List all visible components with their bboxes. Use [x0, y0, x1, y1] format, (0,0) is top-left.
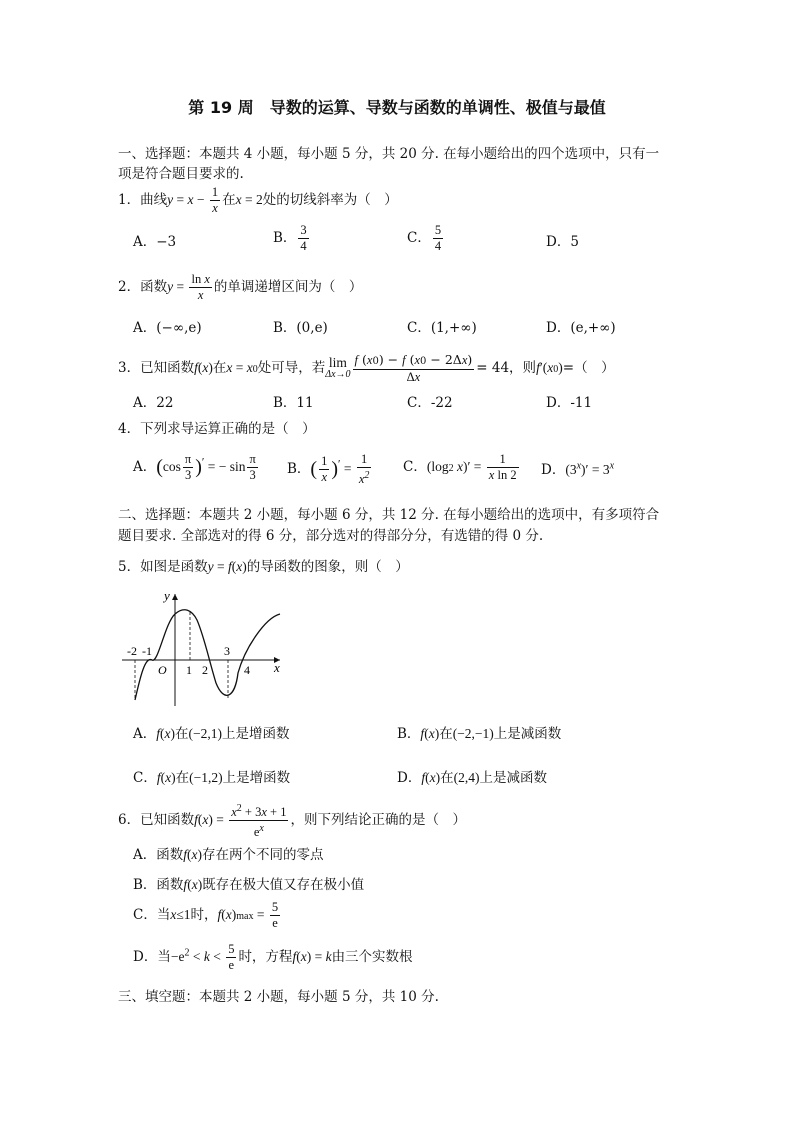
- tick-4: 4: [244, 663, 250, 677]
- section2-line1: 二、选择题：本题共 2 小题，每小题 6 分，共 12 分. 在每小题给出的选项中，有多项符合: [118, 507, 660, 523]
- question-5: 5．如图是函数y = f(x)的导函数的图象，则（ ）: [118, 559, 409, 575]
- question-3: 3．已知函数f(x)在x = x0处可导，若 lim Δx→0 $\frac{f (x0) - f (x0 - 2\Delta x)}{\Delta x}$ = 44，则f′(x0)=（ ）: [118, 352, 615, 384]
- q1-option-c: C． $\frac{5}{4}$: [407, 223, 442, 253]
- q1-option-a: A．−3: [133, 234, 177, 250]
- q5-option-b: B．f(x)在(−2,−1)上是减函数: [397, 726, 562, 742]
- q6-option-c: C．当x≤1时，f(x)max = $\frac{5}{e}$: [133, 900, 279, 930]
- tick-3: 3: [224, 644, 230, 658]
- q4-option-d: D．$(3^x)' = 3^x$: [541, 460, 615, 478]
- q5-option-d: D．f(x)在(2,4)上是减函数: [397, 770, 547, 786]
- question-6: 6．已知函数f(x) = $\frac{x^2 + 3x + 1}{e^x}$ ，则下列结论正确的是（ ）: [118, 803, 466, 840]
- section1-line2: 项是符合题目要求的.: [118, 166, 244, 182]
- q1-mid: 在: [222, 192, 236, 208]
- question-2: 2．函数y = $\frac{\text{ln x}}{x}$ 的单调递增区间为（ ）: [118, 272, 363, 302]
- question-1: 1．曲线y = x − $\frac{1}{x}$ 在x = 2处的切线斜率为（ ）: [118, 185, 398, 215]
- q6-option-d: D．当$-e^2 < k$ < $\frac{5}{e}$ 时，方程f(x) = k由三个实数根: [133, 942, 413, 972]
- q1-formula: y: [167, 192, 174, 207]
- section3-line1: 三、填空题：本题共 2 小题，每小题 5 分，共 10 分.: [118, 989, 439, 1005]
- q1-suffix: 处的切线斜率为（ ）: [262, 192, 398, 208]
- q2-fraction: $\frac{\text{ln x}}{x}$: [191, 272, 210, 302]
- q2-option-a: A．(−∞,e): [133, 320, 202, 336]
- x-axis-label: x: [274, 660, 280, 675]
- q3-option-c: C．-22: [407, 395, 453, 411]
- q6-option-a: A．函数f(x)存在两个不同的零点: [133, 847, 324, 863]
- q5-option-a: A．f(x)在(−2,1)上是增函数: [133, 726, 290, 742]
- q6-fraction: $\frac{x^2 + 3x + 1}{e^x}$: [231, 803, 287, 840]
- tick-neg1: -1: [142, 644, 152, 658]
- q3-fraction: $\frac{f (x0) - f (x0 - 2\Delta x)}{\Delta x}$: [354, 352, 473, 384]
- tick-neg2: -2: [127, 644, 137, 658]
- q5-option-c: C．f(x)在(−1,2)上是增函数: [133, 770, 291, 786]
- q4-option-c: C．(log2 x)′ = $\frac{1}{\text{x ln 2}}$: [403, 452, 517, 482]
- y-axis-label: y: [164, 588, 170, 603]
- tick-1: 1: [186, 663, 192, 677]
- q2-option-c: C．(1,+∞): [407, 320, 477, 336]
- derivative-graph: [120, 588, 285, 710]
- derivative-curve: [135, 610, 280, 700]
- origin-label: O: [158, 663, 167, 677]
- section2-line2: 题目要求. 全部选对的得 6 分，部分选对的得部分分，有选错的得 0 分.: [118, 528, 544, 544]
- q4-option-a: A．(cos $\frac{\pi}{3}$ )′ = − sin $\frac{\pi}{3}$: [133, 452, 256, 482]
- q3-option-b: B．11: [273, 395, 314, 411]
- q1-option-b: B． $\frac{3}{4}$: [273, 223, 307, 253]
- q3-option-d: D．-11: [546, 395, 593, 411]
- section1-line1: 一、选择题：本题共 4 小题，每小题 5 分，共 20 分. 在每小题给出的四个选项中，只有一: [118, 146, 660, 162]
- q1-option-d: D．5: [546, 234, 579, 250]
- q4-option-b: B．( $\frac{1}{x}$ )′ = $\frac{1}{x^2}$: [287, 452, 370, 487]
- q6-option-b: B．函数f(x)既存在极大值又存在极小值: [133, 877, 365, 893]
- page-title: 第 19 周 导数的运算、导数与函数的单调性、极值与最值: [188, 98, 606, 117]
- tick-2: 2: [202, 663, 208, 677]
- q2-option-d: D．(e,+∞): [546, 320, 616, 336]
- q1-prefix: 1．曲线: [118, 192, 168, 208]
- q3-option-a: A．22: [133, 395, 174, 411]
- q2-option-b: B．(0,e): [273, 320, 328, 336]
- question-4: 4．下列求导运算正确的是（ ）: [118, 421, 316, 437]
- q1-fraction: $\frac{1}{x}$: [211, 185, 219, 215]
